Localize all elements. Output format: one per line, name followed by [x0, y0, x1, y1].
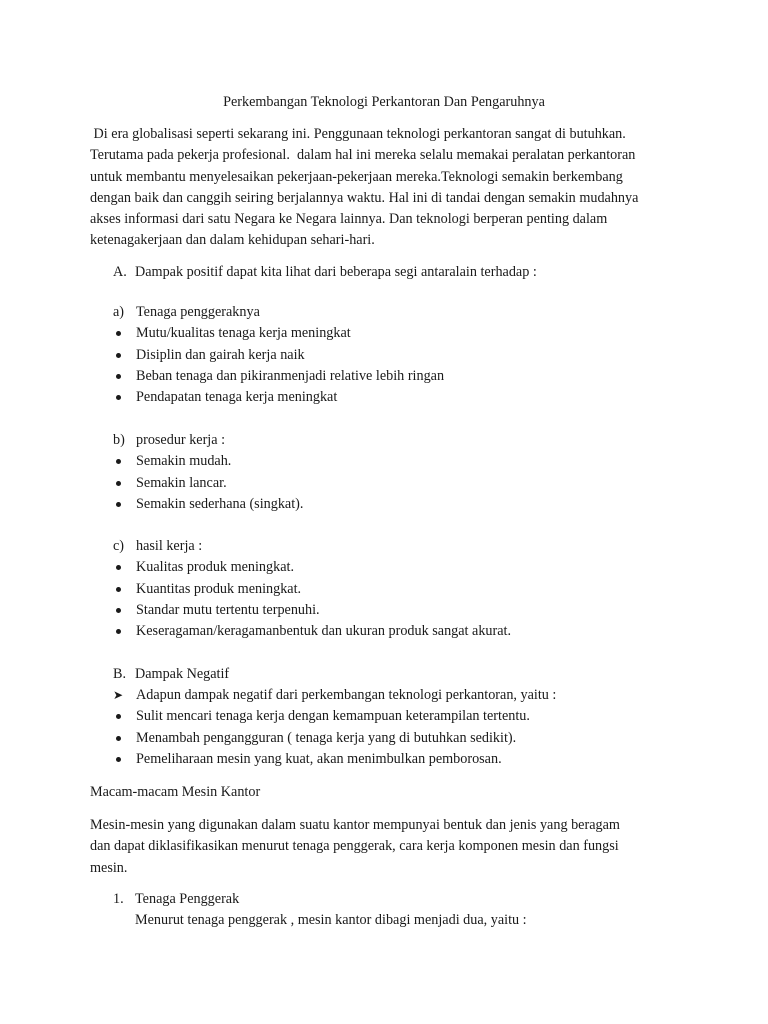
list-item: Semakin lancar.	[113, 473, 303, 494]
sub-heading-text: prosedur kerja :	[136, 432, 226, 448]
intro-line: dengan baik dan canggih seiring berjalannya waktu. Hal ini di tandai dengan semakin mudahnya	[90, 189, 639, 206]
numbered-item-1	[113, 889, 527, 932]
list-item: Keseragaman/keragamanbentuk dan ukuran produk sangat akurat.	[113, 621, 511, 642]
intro-paragraph	[90, 124, 690, 252]
list-item: Standar mutu tertentu terpenuhi.	[113, 600, 511, 621]
numbered-heading: Tenaga Penggerak	[135, 891, 240, 907]
section-b-heading	[113, 664, 229, 685]
list-item: Beban tenaga dan pikiranmenjadi relative lebih ringan	[113, 366, 444, 387]
intro-line: Terutama pada pekerja profesional. dalam hal ini mereka selalu memakai peralatan perkantoran	[90, 147, 636, 164]
sub-heading-text: hasil kerja :	[136, 538, 203, 554]
list-dampak-negatif	[113, 685, 556, 770]
list-item: Mutu/kualitas tenaga kerja meningkat	[113, 323, 444, 344]
list-prosedur-kerja	[113, 430, 303, 515]
list-item: Disiplin dan gairah kerja naik	[113, 345, 444, 366]
section-a-label: A.	[113, 264, 127, 280]
list-item: Sulit mencari tenaga kerja dengan kemampuan keterampilan tertentu.	[113, 706, 556, 727]
section-a-heading	[113, 262, 537, 283]
list-item: Kuantitas produk meningkat.	[113, 579, 511, 600]
mesin-paragraph	[90, 815, 690, 879]
list-item: Semakin mudah.	[113, 451, 303, 472]
section-b-text: Dampak Negatif	[135, 666, 230, 682]
section-b-label: B.	[113, 666, 127, 682]
numbered-text: Menurut tenaga penggerak , mesin kantor dibagi menjadi dua, yaitu :	[135, 912, 527, 929]
list-hasil-kerja	[113, 536, 511, 642]
section-a-text: Dampak positif dapat kita lihat dari beberapa segi antaralain terhadap :	[135, 264, 537, 280]
paragraph-line: dan dapat diklasifikasikan menurut tenaga penggerak, cara kerja komponen mesin dan fungsi	[90, 838, 619, 855]
sub-label: c)	[113, 538, 125, 554]
list-item: Menambah pengangguran ( tenaga kerja yang di butuhkan sedikit).	[113, 728, 556, 749]
list-item: Pendapatan tenaga kerja meningkat	[113, 387, 444, 408]
intro-line: untuk membantu menyelesaikan pekerjaan-pekerjaan mereka.Teknologi semakin berkembang	[90, 168, 623, 185]
list-item: Kualitas produk meningkat.	[113, 557, 511, 578]
sub-heading-b	[113, 430, 303, 451]
list-item: Pemeliharaan mesin yang kuat, akan menimbulkan pemborosan.	[113, 749, 556, 770]
arrow-item-text: Adapun dampak negatif dari perkembangan teknologi perkantoran, yaitu :	[136, 687, 557, 703]
list-item: Semakin sederhana (singkat).	[113, 494, 303, 515]
document-title: Perkembangan Teknologi Perkantoran Dan Pengaruhnya	[223, 94, 545, 110]
sub-heading-text: Tenaga penggeraknya	[136, 304, 260, 320]
intro-line: ketenagakerjaan dan dalam kehidupan sehari-hari.	[90, 232, 375, 249]
sub-label: b)	[113, 432, 125, 448]
arrow-bullet-icon: ➤	[113, 688, 124, 702]
list-tenaga-penggerak	[113, 302, 444, 408]
intro-line: akses informasi dari satu Negara ke Negara lainnya. Dan teknologi berperan penting dalam	[90, 211, 608, 228]
sub-heading-c	[113, 536, 511, 557]
intro-line: Di era globalisasi seperti sekarang ini. Penggunaan teknologi perkantoran sangat di butuhkan.	[90, 126, 626, 142]
paragraph-line: mesin.	[90, 859, 128, 876]
paragraph-line: Mesin-mesin yang digunakan dalam suatu kantor mempunyai bentuk dan jenis yang beragam	[90, 817, 620, 833]
section-heading-mesin-kantor: Macam-macam Mesin Kantor	[90, 784, 261, 800]
arrow-list-item	[113, 685, 556, 706]
sub-label: a)	[113, 304, 125, 320]
numbered-label: 1.	[113, 891, 124, 907]
sub-heading-a	[113, 302, 444, 323]
